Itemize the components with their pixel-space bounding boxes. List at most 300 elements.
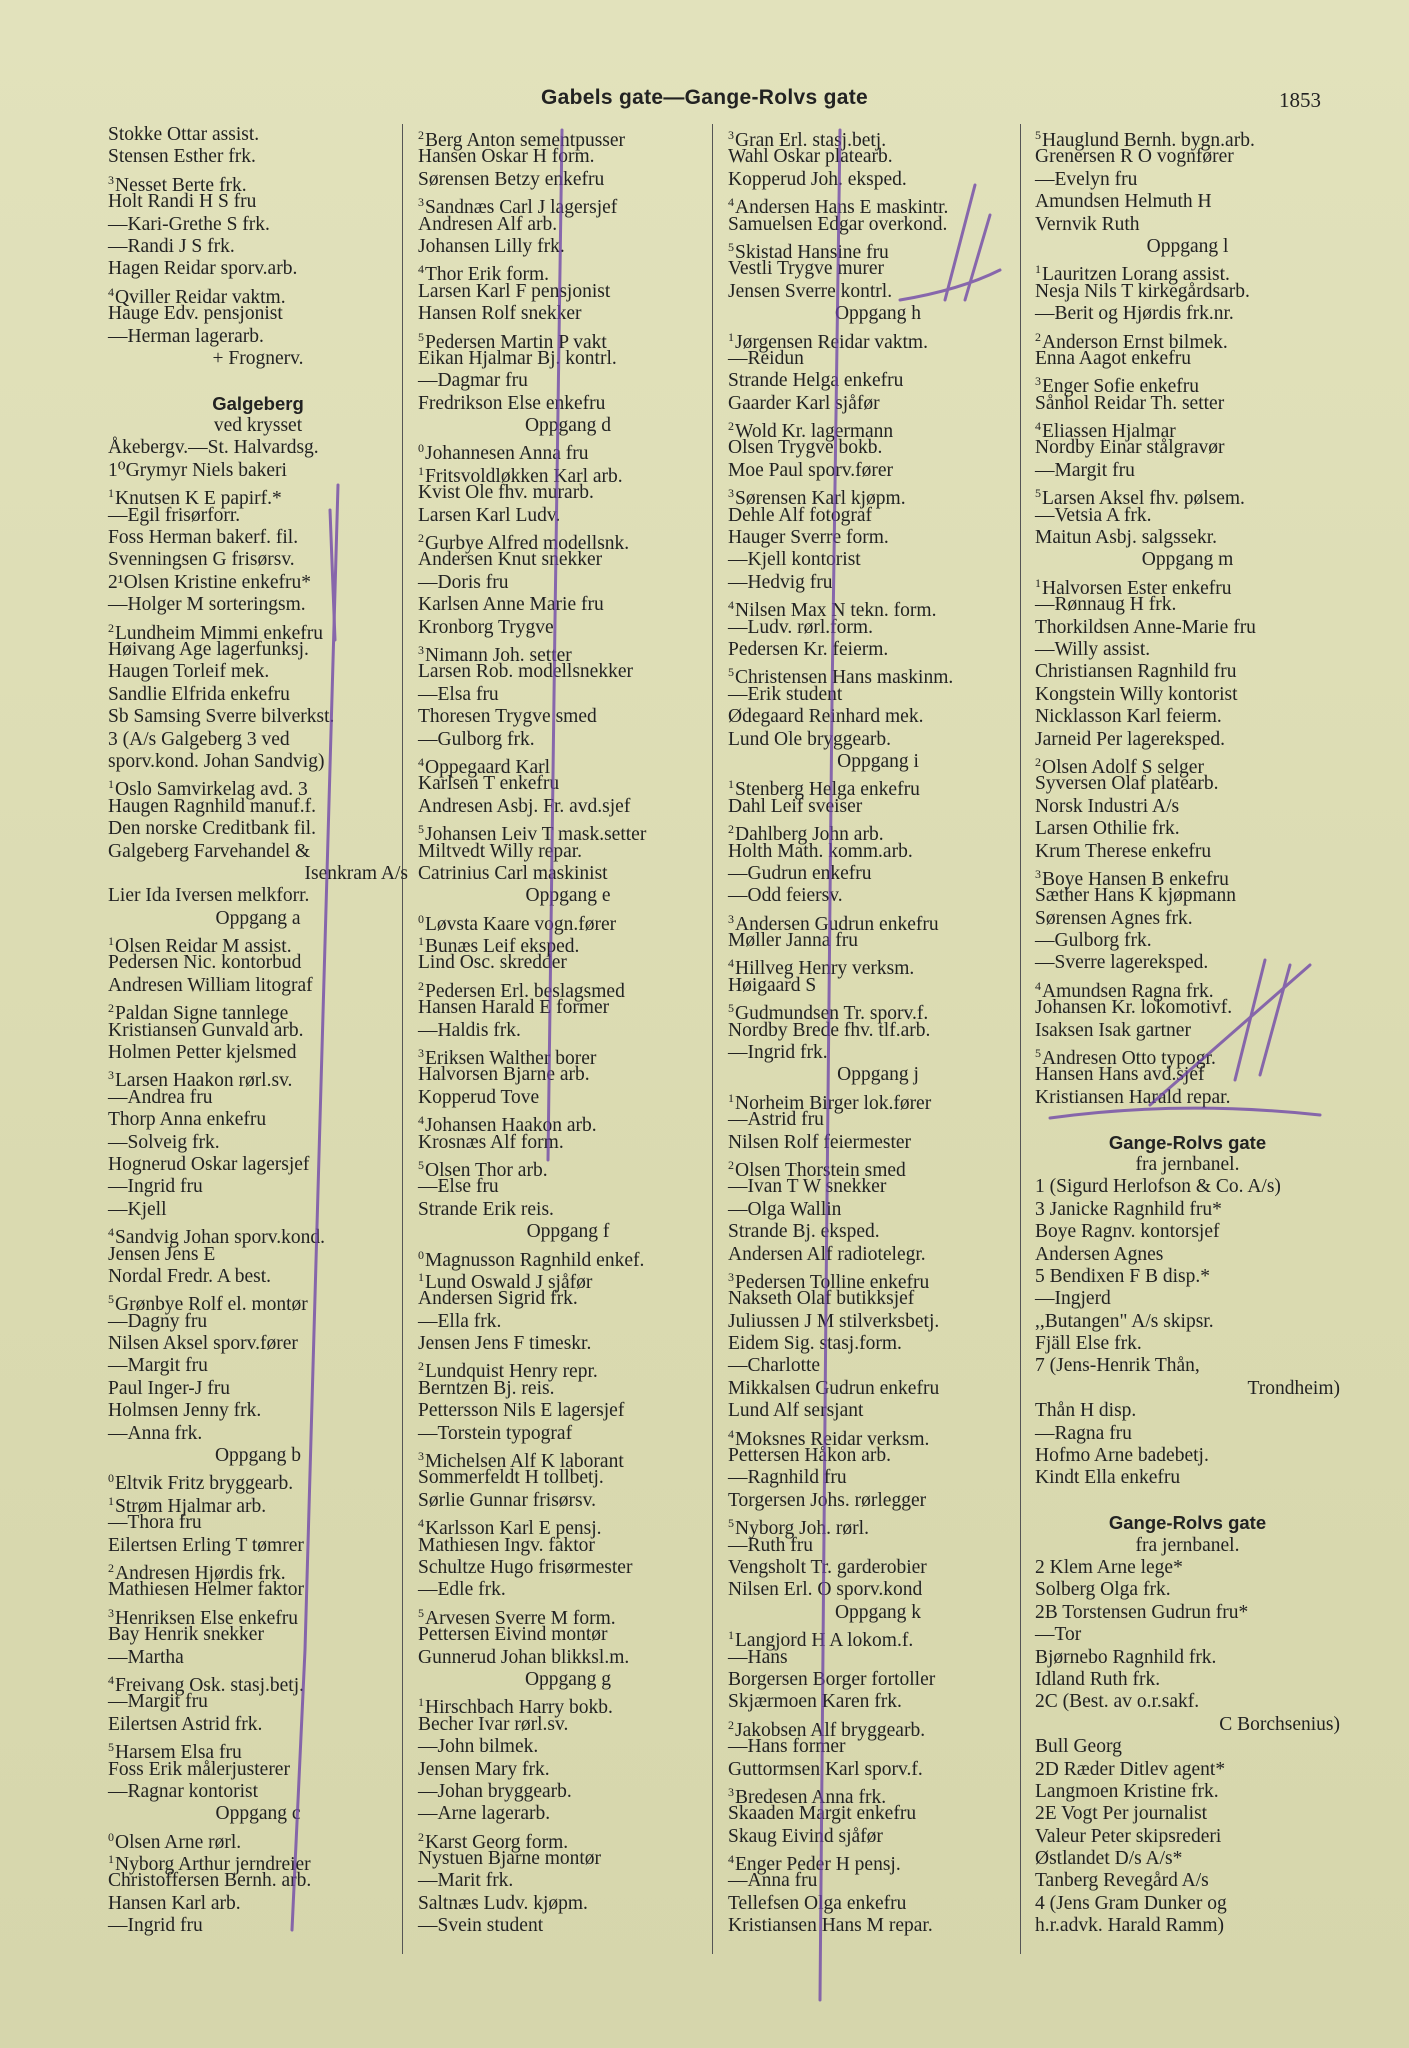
entry-text: Hansen Rolf snekker bbox=[418, 303, 582, 325]
entry-text: Maitun Asbj. salgssekr. bbox=[1035, 527, 1218, 549]
entry-text: —Haldis frk. bbox=[418, 1019, 521, 1041]
directory-entry bbox=[108, 326, 408, 348]
entry-text: Nesja Nils T kirkegårdsarb. bbox=[1035, 280, 1250, 302]
entry-text: —Ludv. rørl.form. bbox=[728, 616, 873, 638]
entry-text: Lind Osc. skredder bbox=[418, 952, 567, 974]
entry-text: Oppgang f bbox=[526, 1221, 610, 1243]
directory-entry bbox=[728, 863, 1028, 885]
directory-entry bbox=[1035, 1221, 1340, 1243]
entry-text: 5 Bendixen F B disp.* bbox=[1035, 1265, 1210, 1287]
directory-entry bbox=[1035, 1333, 1340, 1355]
entry-text: —Tor bbox=[1035, 1624, 1082, 1646]
entry-text: Andersen Agnes bbox=[1035, 1243, 1164, 1265]
entry-text: Amundsen Ragna frk. bbox=[1042, 980, 1214, 1002]
directory-entry bbox=[1035, 729, 1340, 751]
entry-text: Sandvig Johan sporv.kond. bbox=[115, 1227, 325, 1249]
entry-text: Sæther Hans K kjøpmann bbox=[1035, 885, 1236, 907]
entry-text: Larsen Haakon rørl.sv. bbox=[115, 1070, 293, 1092]
entry-text: Åkebergv.—St. Halvardsg. bbox=[108, 437, 319, 459]
floor-number: 3 bbox=[728, 911, 734, 926]
directory-entry bbox=[418, 841, 718, 863]
entry-text: Karlsson Karl E pensj. bbox=[425, 1518, 602, 1540]
floor-number: 5 bbox=[418, 1605, 424, 1620]
floor-number: 5 bbox=[728, 239, 734, 254]
directory-entry bbox=[108, 415, 408, 437]
directory-entry bbox=[108, 1870, 408, 1892]
directory-entry bbox=[418, 460, 718, 487]
floor-number: 3 bbox=[108, 1068, 114, 1083]
directory-entry bbox=[728, 1467, 1028, 1489]
directory-entry bbox=[728, 1378, 1028, 1400]
entry-text: Nimann Joh. setter bbox=[425, 644, 572, 666]
entry-text: Oppgang b bbox=[214, 1445, 302, 1467]
directory-entry bbox=[418, 549, 718, 571]
directory-entry bbox=[1035, 1087, 1340, 1109]
entry-text: Pettersson Nils E lagersjef bbox=[418, 1400, 625, 1422]
entry-text: Solberg Olga frk. bbox=[1035, 1579, 1171, 1601]
entry-text: —Willy assist. bbox=[1035, 638, 1151, 660]
entry-text: Johansen Lilly frk. bbox=[418, 235, 565, 257]
entry-text: Berg Anton sementpusser bbox=[425, 130, 626, 151]
entry-text: Oppgang d bbox=[524, 415, 612, 437]
directory-entry bbox=[108, 1602, 408, 1629]
directory-entry bbox=[108, 1781, 408, 1803]
directory-entry bbox=[108, 1400, 408, 1422]
entry-text: Hagen Reidar sporv.arb. bbox=[108, 258, 298, 280]
directory-entry bbox=[728, 326, 1028, 353]
directory-entry bbox=[728, 1355, 1028, 1377]
floor-number: 4 bbox=[418, 754, 424, 769]
directory-entry bbox=[728, 1154, 1028, 1181]
directory-entry bbox=[1035, 1781, 1340, 1803]
entry-text: Jensen Jens E bbox=[108, 1243, 216, 1265]
entry-text: —Odd feiersv. bbox=[728, 885, 843, 907]
entry-text: Holt Randi H S fru bbox=[108, 191, 257, 213]
spacer bbox=[1035, 1490, 1340, 1512]
entry-text: Isaksen Isak gartner bbox=[1035, 1019, 1191, 1041]
directory-entry bbox=[418, 1803, 718, 1825]
entry-text: Hansen Harald E former bbox=[418, 997, 610, 1019]
entry-text: Paul Inger-J fru bbox=[108, 1377, 230, 1399]
entry-text: Eilertsen Astrid frk. bbox=[108, 1713, 263, 1735]
directory-entry bbox=[418, 1020, 718, 1042]
directory-entry bbox=[1035, 1266, 1340, 1288]
entry-text: Hofmo Arne badebetj. bbox=[1035, 1445, 1209, 1467]
directory-entry bbox=[108, 706, 408, 728]
directory-entry bbox=[418, 1848, 718, 1870]
directory-entry bbox=[1035, 303, 1340, 325]
directory-entry bbox=[418, 617, 718, 639]
directory-entry bbox=[1035, 326, 1340, 353]
entry-text: 7 (Jens-Henrik Thån, bbox=[1035, 1355, 1200, 1377]
directory-entry bbox=[108, 1221, 408, 1249]
directory-entry bbox=[108, 1132, 408, 1154]
entry-text: Pedersen Erl. beslagsmed bbox=[425, 980, 625, 1002]
entry-text: Oslo Samvirkelag avd. 3 bbox=[115, 779, 308, 801]
entry-text: Krum Therese enkefru bbox=[1035, 840, 1212, 862]
floor-number: 5 bbox=[1035, 1046, 1041, 1061]
entry-text: Gudmundsen Tr. sporv.f. bbox=[735, 1003, 929, 1025]
directory-entry bbox=[728, 1445, 1028, 1467]
entry-text: Qviller Reidar vaktm. bbox=[115, 286, 286, 308]
entry-text: Hillveg Henry verksm. bbox=[735, 958, 915, 980]
directory-entry bbox=[728, 258, 1028, 280]
entry-text: Lier Ida Iversen melkforr. bbox=[108, 885, 310, 907]
floor-number: 3 bbox=[418, 1449, 424, 1464]
entry-text: Lund Ole bryggearb. bbox=[728, 728, 891, 750]
floor-number: 3 bbox=[728, 1784, 734, 1799]
floor-number: 5 bbox=[418, 822, 424, 837]
entry-text: Gran Erl. stasj.betj. bbox=[735, 130, 887, 151]
entry-text: Olsen Arne rørl. bbox=[115, 1831, 242, 1853]
directory-entry bbox=[728, 1714, 1028, 1741]
floor-number: 0 bbox=[418, 441, 424, 456]
entry-text: Wahl Oskar platearb. bbox=[728, 146, 893, 168]
directory-entry bbox=[728, 124, 1028, 151]
entry-text: Hirschbach Harry bokb. bbox=[425, 1697, 613, 1719]
floor-number: 4 bbox=[728, 956, 734, 971]
directory-entry bbox=[1035, 617, 1340, 639]
entry-text: —Martha bbox=[108, 1646, 184, 1668]
entry-text: Strande Bj. eksped. bbox=[728, 1221, 880, 1243]
entry-text: Fredrikson Else enkefru bbox=[418, 392, 606, 414]
entry-text: Idland Ruth frk. bbox=[1035, 1668, 1161, 1690]
directory-entry bbox=[1035, 1669, 1340, 1691]
entry-text: Enger Peder H pensj. bbox=[735, 1854, 901, 1876]
entry-text: —Dagmar fru bbox=[418, 370, 528, 392]
floor-number: 1 bbox=[728, 777, 734, 792]
directory-entry bbox=[418, 1512, 718, 1540]
directory-entry bbox=[728, 482, 1028, 510]
directory-entry bbox=[1035, 460, 1340, 482]
directory-column-3 bbox=[728, 124, 1028, 1938]
entry-text: Oppgang e bbox=[525, 885, 611, 907]
entry-text: —Ingrid frk. bbox=[728, 1042, 828, 1064]
directory-entry bbox=[1035, 1915, 1340, 1937]
entry-text: Jakobsen Alf bryggearb. bbox=[735, 1719, 926, 1741]
directory-entry bbox=[728, 773, 1028, 801]
directory-entry bbox=[418, 1893, 718, 1915]
directory-entry bbox=[108, 661, 408, 683]
entry-text: —Arne lagerarb. bbox=[418, 1803, 551, 1825]
directory-entry bbox=[728, 818, 1028, 846]
directory-entry bbox=[1035, 975, 1340, 1002]
entry-text: Hauglund Bernh. bygn.arb. bbox=[1042, 130, 1255, 151]
directory-entry bbox=[418, 1423, 718, 1445]
directory-entry bbox=[728, 146, 1028, 168]
directory-entry bbox=[108, 841, 408, 863]
entry-text: Gunnerud Johan blikksl.m. bbox=[418, 1646, 630, 1668]
directory-entry bbox=[1035, 1893, 1340, 1915]
floor-number: 2 bbox=[728, 1717, 734, 1732]
directory-entry bbox=[728, 997, 1028, 1025]
entry-text: —Ragnar kontorist bbox=[108, 1780, 259, 1802]
directory-entry bbox=[108, 818, 408, 840]
directory-entry bbox=[1035, 796, 1340, 818]
directory-entry bbox=[1035, 706, 1340, 728]
entry-text: Møller Janna fru bbox=[728, 930, 858, 952]
entry-text: Langmoen Kristine frk. bbox=[1035, 1780, 1219, 1802]
directory-entry bbox=[1035, 191, 1340, 213]
entry-text: Oppgang h bbox=[834, 303, 922, 325]
entry-text: Johannesen Anna fru bbox=[425, 443, 589, 465]
directory-entry bbox=[418, 281, 718, 303]
floor-number: 1 bbox=[108, 934, 114, 949]
directory-entry bbox=[108, 1333, 408, 1355]
floor-number: 1 bbox=[418, 463, 424, 478]
directory-entry bbox=[108, 1647, 408, 1669]
entry-text: —Margit fru bbox=[108, 1691, 208, 1713]
entry-text: Kongstein Willy kontorist bbox=[1035, 683, 1238, 705]
entry-text: Sånhol Reidar Th. setter bbox=[1035, 392, 1225, 414]
entry-text: —Evelyn fru bbox=[1035, 168, 1138, 190]
entry-text: Tanberg Revegård A/s bbox=[1035, 1870, 1209, 1892]
directory-entry bbox=[108, 281, 408, 308]
street-heading bbox=[1035, 1132, 1340, 1154]
entry-text: Olsen Adolf S selger bbox=[1042, 756, 1204, 778]
entry-text: + Frognerv. bbox=[212, 347, 304, 369]
directory-entry bbox=[1035, 1378, 1340, 1400]
directory-entry bbox=[728, 1781, 1028, 1808]
floor-number: 4 bbox=[418, 1516, 424, 1531]
floor-number: 1 bbox=[108, 1852, 114, 1867]
entry-text: Boye Ragnv. kontorsjef bbox=[1035, 1221, 1220, 1243]
directory-entry bbox=[418, 1244, 718, 1271]
floor-number: 5 bbox=[728, 1001, 734, 1016]
directory-entry bbox=[418, 1647, 718, 1669]
entry-text: Amundsen Helmuth H bbox=[1035, 191, 1212, 213]
entry-text: Saltnæs Ludv. kjøpm. bbox=[418, 1892, 588, 1914]
directory-entry bbox=[728, 661, 1028, 689]
directory-entry bbox=[418, 661, 718, 683]
directory-column-2 bbox=[418, 124, 718, 1938]
directory-entry bbox=[1035, 1602, 1340, 1624]
directory-entry bbox=[108, 1020, 408, 1042]
directory-entry bbox=[418, 1199, 718, 1221]
entry-text: 2¹Olsen Kristine enkefru* bbox=[108, 571, 311, 593]
entry-text: Strøm Hjalmar arb. bbox=[115, 1495, 267, 1517]
floor-number: 1 bbox=[1035, 575, 1041, 590]
floor-number: 4 bbox=[418, 262, 424, 277]
entry-text: Oppgang m bbox=[1141, 549, 1234, 571]
entry-text: —Gulborg frk. bbox=[418, 728, 535, 750]
entry-text: Lundheim Mimmi enkefru bbox=[115, 622, 323, 644]
directory-entry bbox=[418, 1445, 718, 1473]
entry-text: Høigaard S bbox=[728, 974, 817, 996]
floor-number: 1 bbox=[108, 1493, 114, 1508]
floor-number: 5 bbox=[108, 1740, 114, 1755]
entry-text: Syversen Olaf platearb. bbox=[1035, 773, 1219, 795]
entry-text: —Kjell bbox=[108, 1198, 167, 1220]
entry-text: Skistad Hansine fru bbox=[735, 241, 889, 263]
directory-entry bbox=[1035, 1445, 1340, 1467]
entry-text: Holmsen Jenny frk. bbox=[108, 1400, 262, 1422]
floor-number: 5 bbox=[1035, 128, 1041, 142]
entry-text: —Randi J S frk. bbox=[108, 235, 235, 257]
directory-entry bbox=[1035, 952, 1340, 974]
directory-entry bbox=[728, 1803, 1028, 1825]
entry-text: Becher Ivar rørl.sv. bbox=[418, 1713, 569, 1735]
entry-text: Christiansen Ragnhild fru bbox=[1035, 661, 1237, 683]
entry-text: Østlandet D/s A/s* bbox=[1035, 1848, 1183, 1870]
entry-text: —Johan bryggearb. bbox=[418, 1780, 572, 1802]
directory-entry bbox=[418, 370, 718, 392]
directory-entry bbox=[728, 214, 1028, 236]
floor-number: 4 bbox=[728, 195, 734, 210]
directory-entry bbox=[418, 1087, 718, 1109]
entry-text: Stenberg Helga enkefru bbox=[735, 779, 920, 801]
directory-entry bbox=[1035, 1579, 1340, 1601]
directory-entry bbox=[728, 751, 1028, 773]
floor-number: 3 bbox=[728, 128, 734, 142]
directory-entry bbox=[1035, 1736, 1340, 1758]
entry-text: Larsen Othilie frk. bbox=[1035, 818, 1180, 840]
directory-entry bbox=[418, 1490, 718, 1512]
directory-entry bbox=[418, 1870, 718, 1892]
entry-text: 1 (Sigurd Herlofson & Co. A/s) bbox=[1035, 1176, 1281, 1198]
directory-entry bbox=[1035, 885, 1340, 907]
directory-entry bbox=[728, 1512, 1028, 1540]
directory-entry bbox=[1035, 818, 1340, 840]
directory-entry bbox=[418, 1714, 718, 1736]
directory-entry bbox=[108, 1624, 408, 1646]
entry-text: Dahl Leif sveiser bbox=[728, 795, 863, 817]
directory-entry bbox=[1035, 1557, 1340, 1579]
directory-entry bbox=[1035, 1803, 1340, 1825]
entry-text: Karst Georg form. bbox=[425, 1831, 569, 1853]
entry-text: Sørlie Gunnar frisørsv. bbox=[418, 1489, 596, 1511]
directory-entry bbox=[418, 1154, 718, 1181]
directory-entry bbox=[728, 1176, 1028, 1198]
entry-text: Strande Erik reis. bbox=[418, 1198, 554, 1220]
entry-text: Eliassen Hjalmar bbox=[1042, 421, 1176, 443]
directory-entry bbox=[108, 1288, 408, 1316]
entry-text: Nilsen Rolf feiermester bbox=[728, 1131, 912, 1153]
directory-entry bbox=[728, 706, 1028, 728]
directory-entry bbox=[1035, 1535, 1340, 1557]
entry-text: Guttormsen Karl sporv.f. bbox=[728, 1758, 923, 1780]
directory-entry bbox=[418, 1064, 718, 1086]
directory-entry bbox=[418, 437, 718, 465]
entry-text: Samuelsen Edgar overkond. bbox=[728, 213, 948, 235]
entry-text: —Ingrid fru bbox=[108, 1915, 203, 1937]
entry-text: ,,Butangen" A/s skipsr. bbox=[1035, 1310, 1214, 1332]
directory-entry bbox=[1035, 639, 1340, 661]
directory-entry bbox=[108, 1176, 408, 1198]
entry-text: Lauritzen Lorang assist. bbox=[1042, 264, 1230, 286]
entry-text: Stokke Ottar assist. bbox=[108, 124, 260, 145]
directory-entry bbox=[108, 191, 408, 213]
entry-text: —Gulborg frk. bbox=[1035, 930, 1152, 952]
entry-text: Olsen Reidar M assist. bbox=[115, 936, 292, 958]
directory-entry bbox=[728, 952, 1028, 980]
directory-entry bbox=[728, 415, 1028, 443]
entry-text: sporv.kond. Johan Sandvig) bbox=[108, 750, 325, 772]
entry-text: fra jernbanel. bbox=[1135, 1153, 1240, 1175]
floor-number: 2 bbox=[418, 978, 424, 993]
entry-text: —John bilmek. bbox=[418, 1736, 539, 1758]
floor-number: 0 bbox=[108, 1829, 114, 1844]
directory-entry bbox=[1035, 1467, 1340, 1489]
directory-entry bbox=[108, 1848, 408, 1876]
directory-entry bbox=[108, 146, 408, 168]
entry-text: Pedersen Kr. feierm. bbox=[728, 638, 889, 660]
entry-text: 1⁰Grymyr Niels bakeri bbox=[108, 459, 287, 481]
directory-entry bbox=[1035, 773, 1340, 795]
entry-text: Eltvik Fritz bryggearb. bbox=[115, 1473, 294, 1495]
directory-entry bbox=[418, 527, 718, 555]
directory-entry bbox=[108, 1490, 408, 1517]
entry-text: Sørensen Betzy enkefru bbox=[418, 168, 605, 190]
entry-text: —Ella frk. bbox=[418, 1310, 502, 1332]
entry-text: —Sverre lagereksped. bbox=[1035, 952, 1209, 974]
floor-number: 2 bbox=[1035, 329, 1041, 344]
entry-text: —Torstein typograf bbox=[418, 1422, 573, 1444]
directory-entry bbox=[728, 908, 1028, 935]
entry-text: Knutsen K E papirf.* bbox=[115, 488, 282, 510]
entry-text: Schultze Hugo frisørmester bbox=[418, 1557, 633, 1578]
entry-text: —Herman lagerarb. bbox=[108, 325, 264, 347]
entry-text: Enna Aagot enkefru bbox=[1035, 347, 1191, 369]
floor-number: 2 bbox=[108, 620, 114, 635]
floor-number: 3 bbox=[108, 172, 114, 187]
entry-text: Vestli Trygve murer bbox=[728, 258, 884, 280]
directory-entry bbox=[1035, 997, 1340, 1019]
entry-text: Galgeberg Farvehandel & bbox=[108, 840, 311, 862]
directory-entry bbox=[1035, 1691, 1340, 1713]
directory-entry bbox=[1035, 169, 1340, 191]
directory-entry bbox=[418, 236, 718, 258]
directory-entry bbox=[1035, 482, 1340, 510]
directory-entry bbox=[1035, 1064, 1340, 1086]
floor-number: 1 bbox=[728, 1628, 734, 1643]
floor-number: 1 bbox=[418, 1269, 424, 1284]
entry-text: Mathiesen Ingv. faktor bbox=[418, 1534, 595, 1556]
floor-number: 1 bbox=[418, 934, 424, 949]
floor-number: 4 bbox=[728, 1426, 734, 1441]
directory-entry bbox=[108, 1355, 408, 1377]
entry-text: Jensen Sverre kontrl. bbox=[728, 280, 893, 302]
directory-entry bbox=[1035, 930, 1340, 952]
entry-text: Andersen Hans E maskintr. bbox=[735, 197, 949, 219]
directory-entry bbox=[108, 863, 408, 885]
directory-entry bbox=[1035, 908, 1340, 930]
directory-entry bbox=[108, 124, 408, 146]
directory-entry bbox=[418, 1535, 718, 1557]
directory-entry bbox=[418, 1042, 718, 1070]
directory-entry bbox=[728, 1535, 1028, 1557]
entry-text: Bjørnebo Ragnhild frk. bbox=[1035, 1646, 1217, 1668]
directory-entry bbox=[1035, 1199, 1340, 1221]
entry-text: Johansen Haakon arb. bbox=[425, 1115, 597, 1137]
entry-text: Bull Georg bbox=[1035, 1736, 1122, 1758]
floor-number: 5 bbox=[108, 1292, 114, 1307]
entry-text: —Solveig frk. bbox=[108, 1131, 220, 1153]
directory-entry bbox=[108, 1109, 408, 1131]
entry-text: —Ragnhild fru bbox=[728, 1467, 847, 1489]
directory-entry bbox=[418, 773, 718, 795]
entry-text: Berntzen Bj. reis. bbox=[418, 1377, 555, 1399]
directory-entry bbox=[728, 1848, 1028, 1876]
directory-entry bbox=[418, 997, 718, 1019]
floor-number: 2 bbox=[418, 1359, 424, 1374]
entry-text: Stensen Esther frk. bbox=[108, 146, 256, 168]
entry-text: —Edle frk. bbox=[418, 1579, 506, 1601]
entry-text: Karlsen Anne Marie fru bbox=[418, 594, 604, 616]
directory-entry bbox=[728, 639, 1028, 661]
floor-number: 3 bbox=[418, 1046, 424, 1061]
directory-entry bbox=[108, 303, 408, 325]
